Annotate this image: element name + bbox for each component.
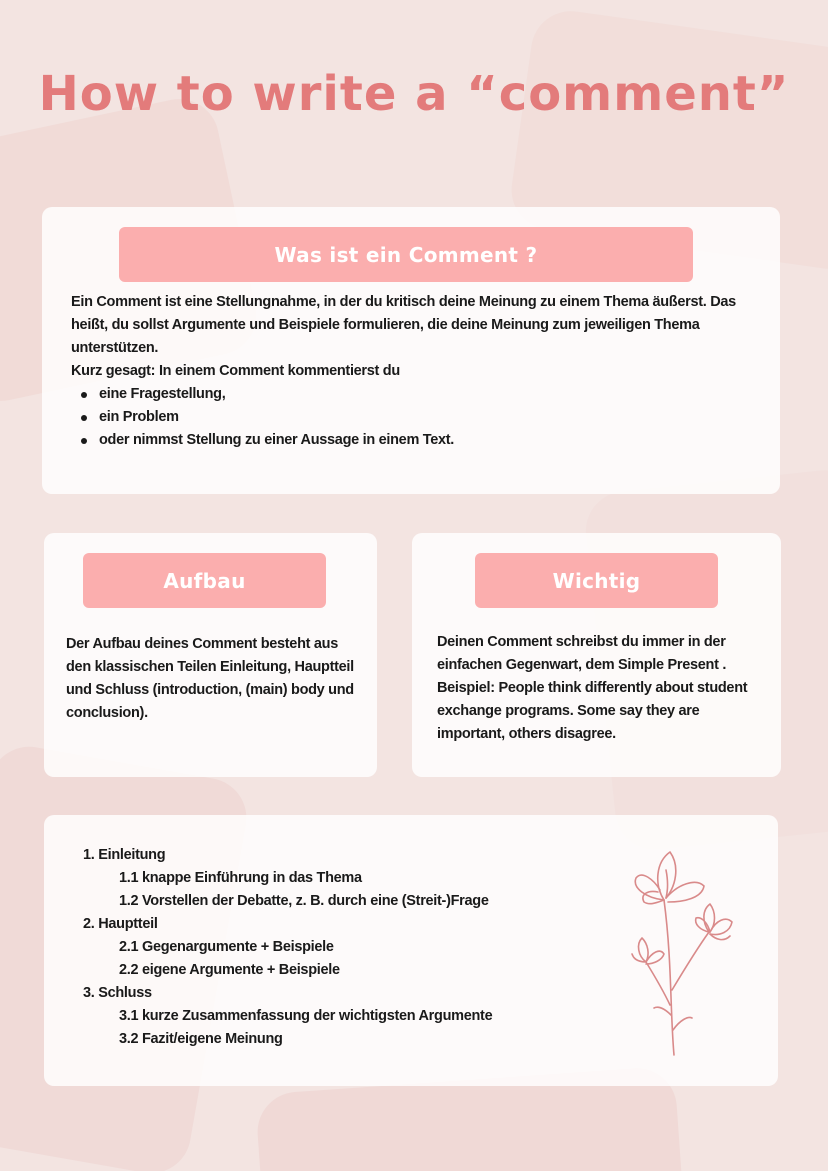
page-title: How to write a “comment” [38,66,790,122]
outline-card [44,815,778,1086]
list-item: eine Fragestellung, [81,383,751,406]
flower-illustration-icon [584,840,754,1070]
outline-item: 3.2 Fazit/eigene Meinung [119,1031,283,1047]
outline-item: 2. Hauptteil [83,916,158,932]
wichtig-card [412,533,781,777]
aufbau-card [44,533,377,777]
outline-item: 2.1 Gegenargumente + Beispiele [119,939,334,955]
wichtig-heading: Wichtig [475,553,718,608]
aufbau-heading: Aufbau [83,553,326,608]
outline-item: 3.1 kurze Zusammenfassung der wichtigsten Argumente [119,1008,493,1024]
wichtig-text [437,631,767,746]
intro-card [42,207,780,494]
intro-lead: Kurz gesagt: In einem Comment kommentierst du [71,363,400,379]
intro-paragraph: Ein Comment ist eine Stellungnahme, in der du kritisch deine Meinung zu einem Thema äußerst. Das heißt, du sollst Argumente und Beispiele formulieren, die deine Meinung zum jeweiligen Thema unterstützen. [71,294,736,356]
example-label: Beispiel: [437,680,495,696]
outline-item: 1.2 Vorstellen der Debatte, z. B. durch eine (Streit-)Frage [119,893,489,909]
intro-bullet-list [71,383,751,452]
outline-item: 1. Einleitung [83,847,166,863]
outline-item: 2.2 eigene Argumente + Beispiele [119,962,340,978]
outline-item: 1.1 knappe Einführung in das Thema [119,870,362,886]
list-item: oder nimmst Stellung zu einer Aussage in einem Text. [81,429,751,452]
structure-outline [83,844,603,1051]
wichtig-rule: Deinen Comment schreibst du immer in der einfachen Gegenwart, dem Simple Present . [437,634,727,673]
list-item: ein Problem [81,406,751,429]
example-text: People think differently about student exchange programs. Some say they are important, others disagree. [437,680,748,742]
aufbau-text: Der Aufbau deines Comment besteht aus den klassischen Teilen Einleitung, Hauptteil und Schluss (introduction, (main) body und conclusion). [66,636,354,721]
outline-item: 3. Schluss [83,985,152,1001]
intro-heading: Was ist ein Comment ? [119,227,693,282]
intro-text [71,291,751,452]
